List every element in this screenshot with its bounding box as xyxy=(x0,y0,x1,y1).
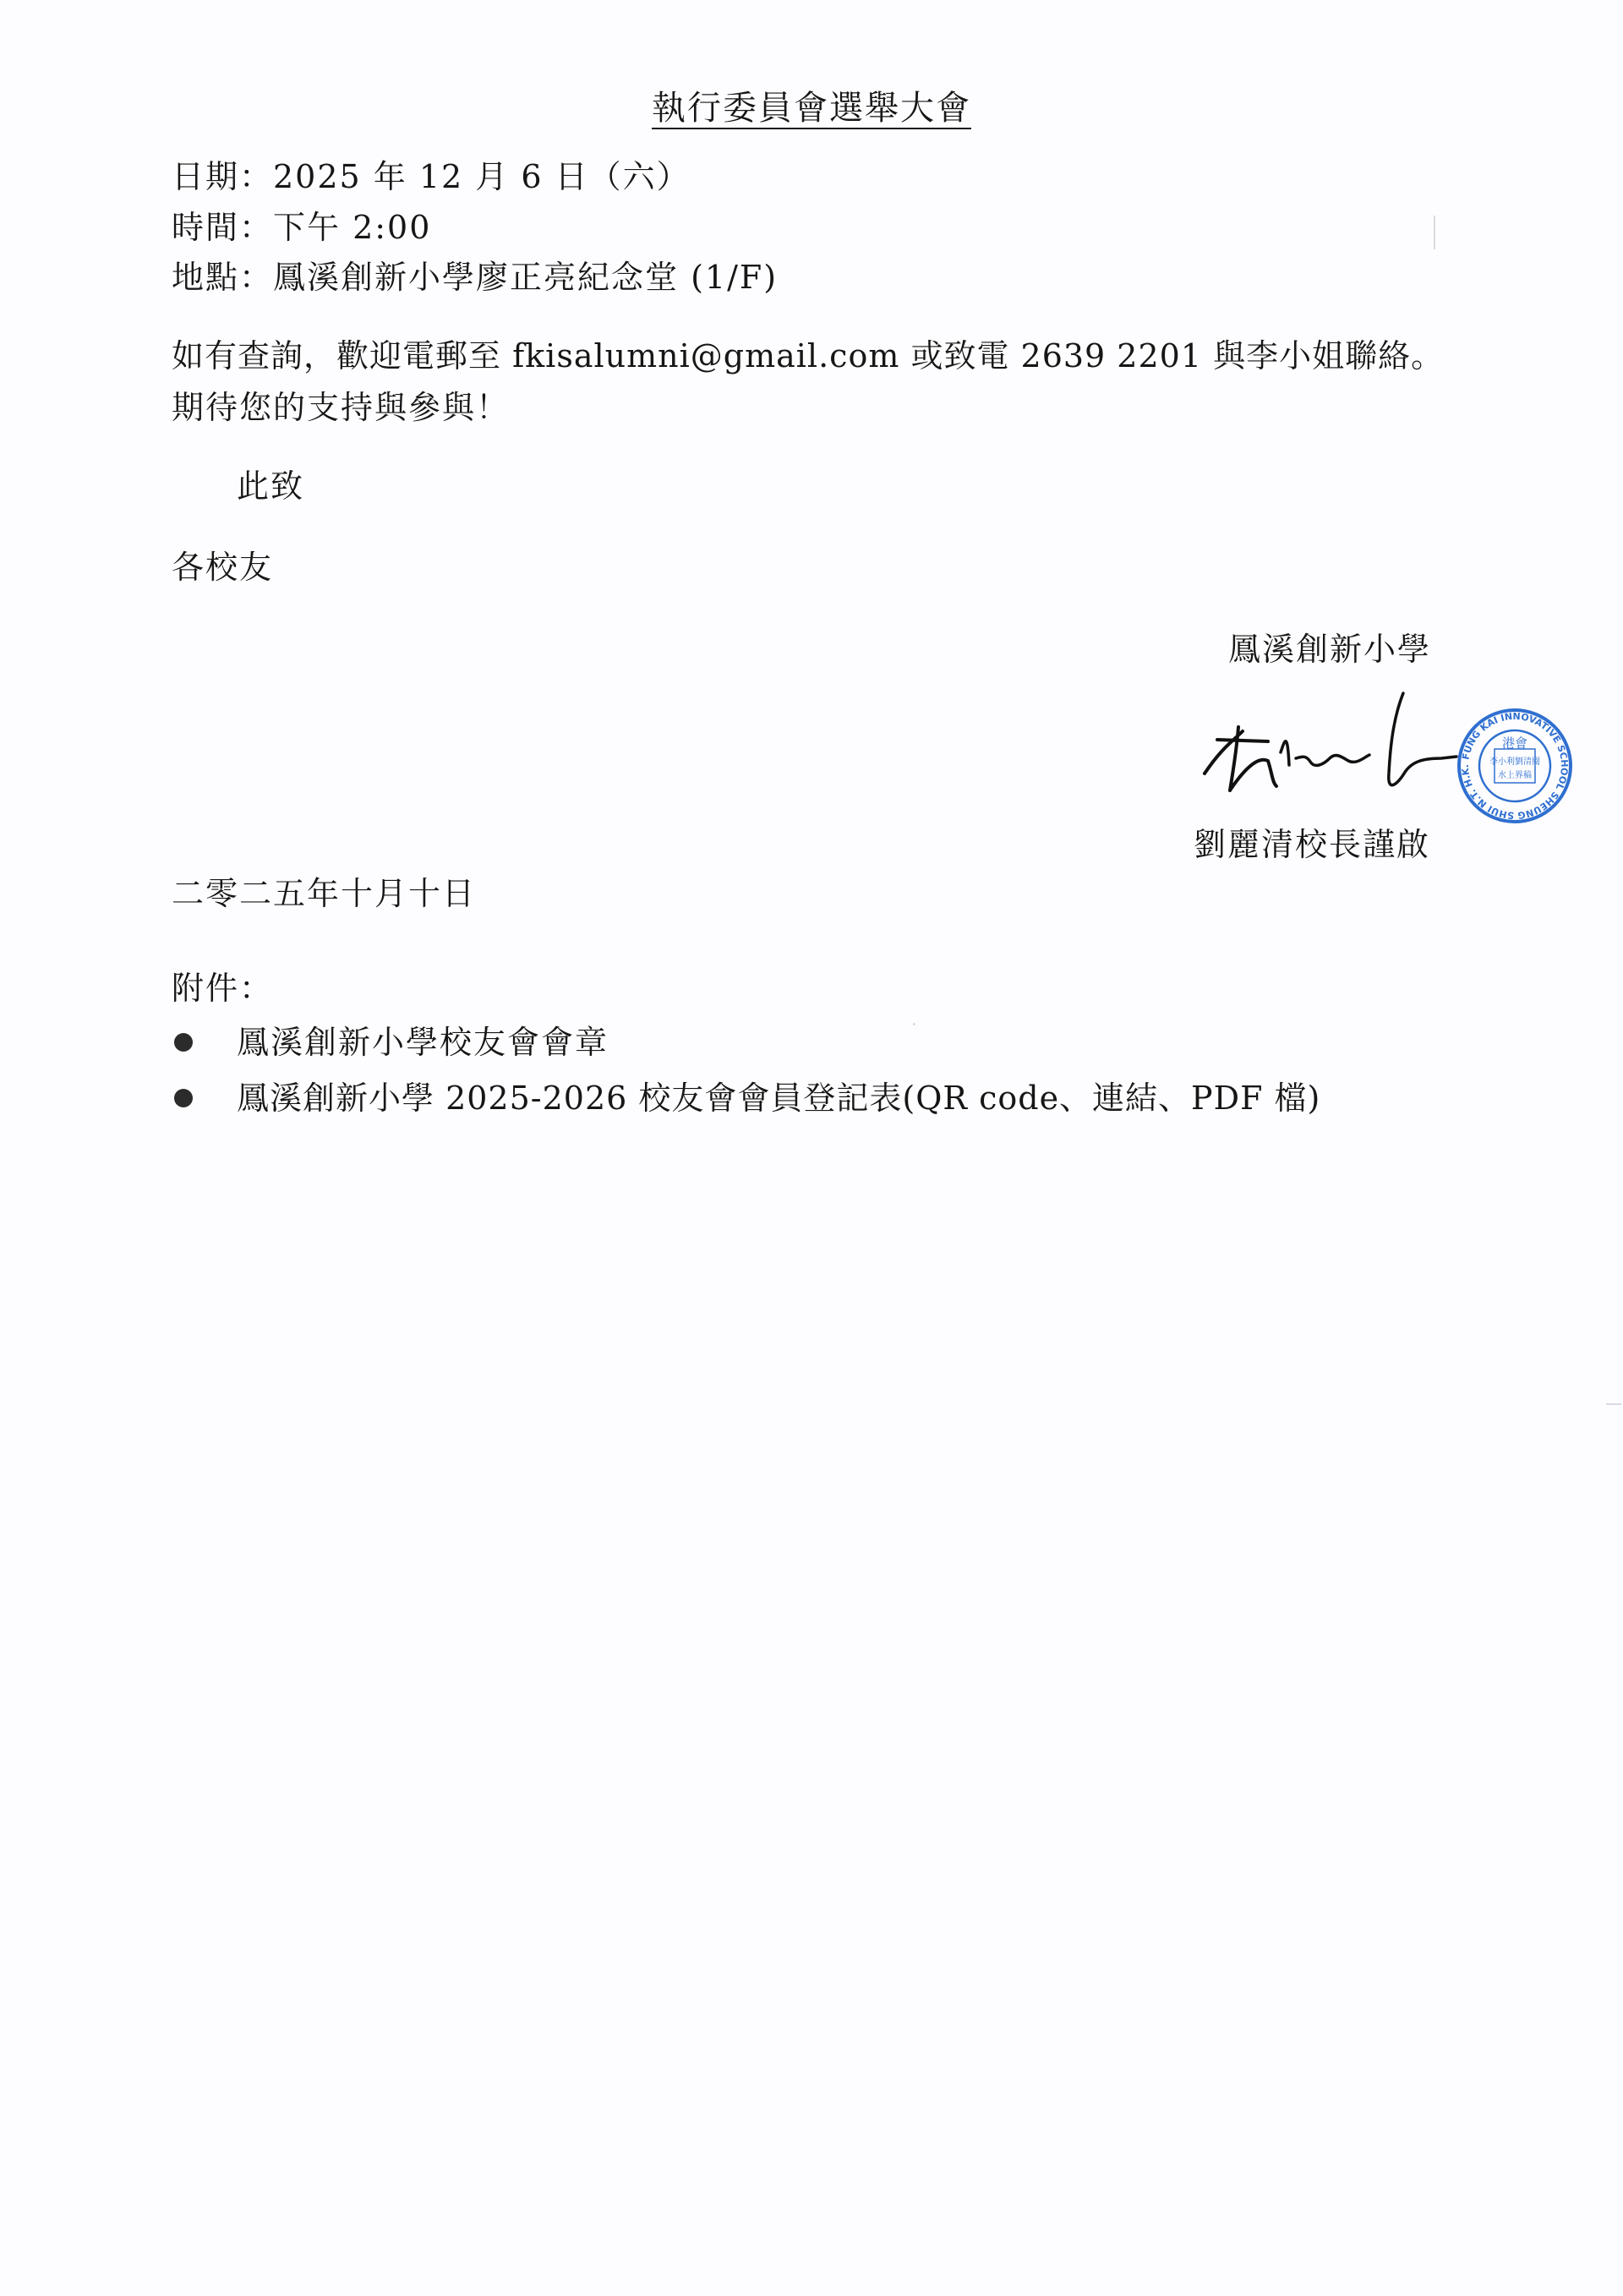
event-venue: 地點：鳳溪創新小學廖正亮紀念堂 (1/F) xyxy=(172,259,779,296)
bullet-icon xyxy=(174,1033,193,1052)
scan-artifact xyxy=(913,1023,915,1025)
recipient: 各校友 xyxy=(172,549,274,586)
svg-text:FUNG KAI INNOVATIVE SCHOOL SHE: FUNG KAI INNOVATIVE SCHOOL SHEUNG SHUI N.T. H.K. xyxy=(1459,710,1571,822)
signature-image xyxy=(1188,681,1458,807)
scan-artifact xyxy=(1434,216,1435,249)
salutation: 此致 xyxy=(237,467,305,505)
attachments-heading: 附件： xyxy=(172,970,274,1007)
sender-name: 劉麗清校長謹啟 xyxy=(1194,826,1431,863)
enquiry-text: 如有查詢，歡迎電郵至 fkisalumni@gmail.com 或致電 2639 2201 與李小姐聯絡。 xyxy=(172,337,1445,374)
event-date: 日期：2025 年 12 月 6 日（六） xyxy=(172,158,691,195)
svg-text:水上界稿: 水上界稿 xyxy=(1498,771,1532,780)
scan-artifact xyxy=(1606,1403,1621,1405)
sender-school: 鳳溪創新小學 xyxy=(1228,631,1432,668)
issue-date: 二零二五年十月十日 xyxy=(172,875,477,912)
svg-text:李小利劉清閱: 李小利劉清閱 xyxy=(1489,757,1540,767)
closing-text: 期待您的支持與參與！ xyxy=(172,389,511,426)
letter-title: 執行委員會選舉大會 xyxy=(652,89,971,128)
school-seal xyxy=(1456,707,1574,825)
attachment-item: 鳳溪創新小學校友會會章 xyxy=(237,1024,609,1061)
attachment-item: 鳳溪創新小學 2025-2026 校友會會員登記表(QR code、連結、PDF 檔) xyxy=(237,1080,1321,1117)
svg-text:港會: 港會 xyxy=(1501,735,1528,751)
event-time: 時間：下午 2:00 xyxy=(172,209,432,246)
bullet-icon xyxy=(174,1089,193,1107)
